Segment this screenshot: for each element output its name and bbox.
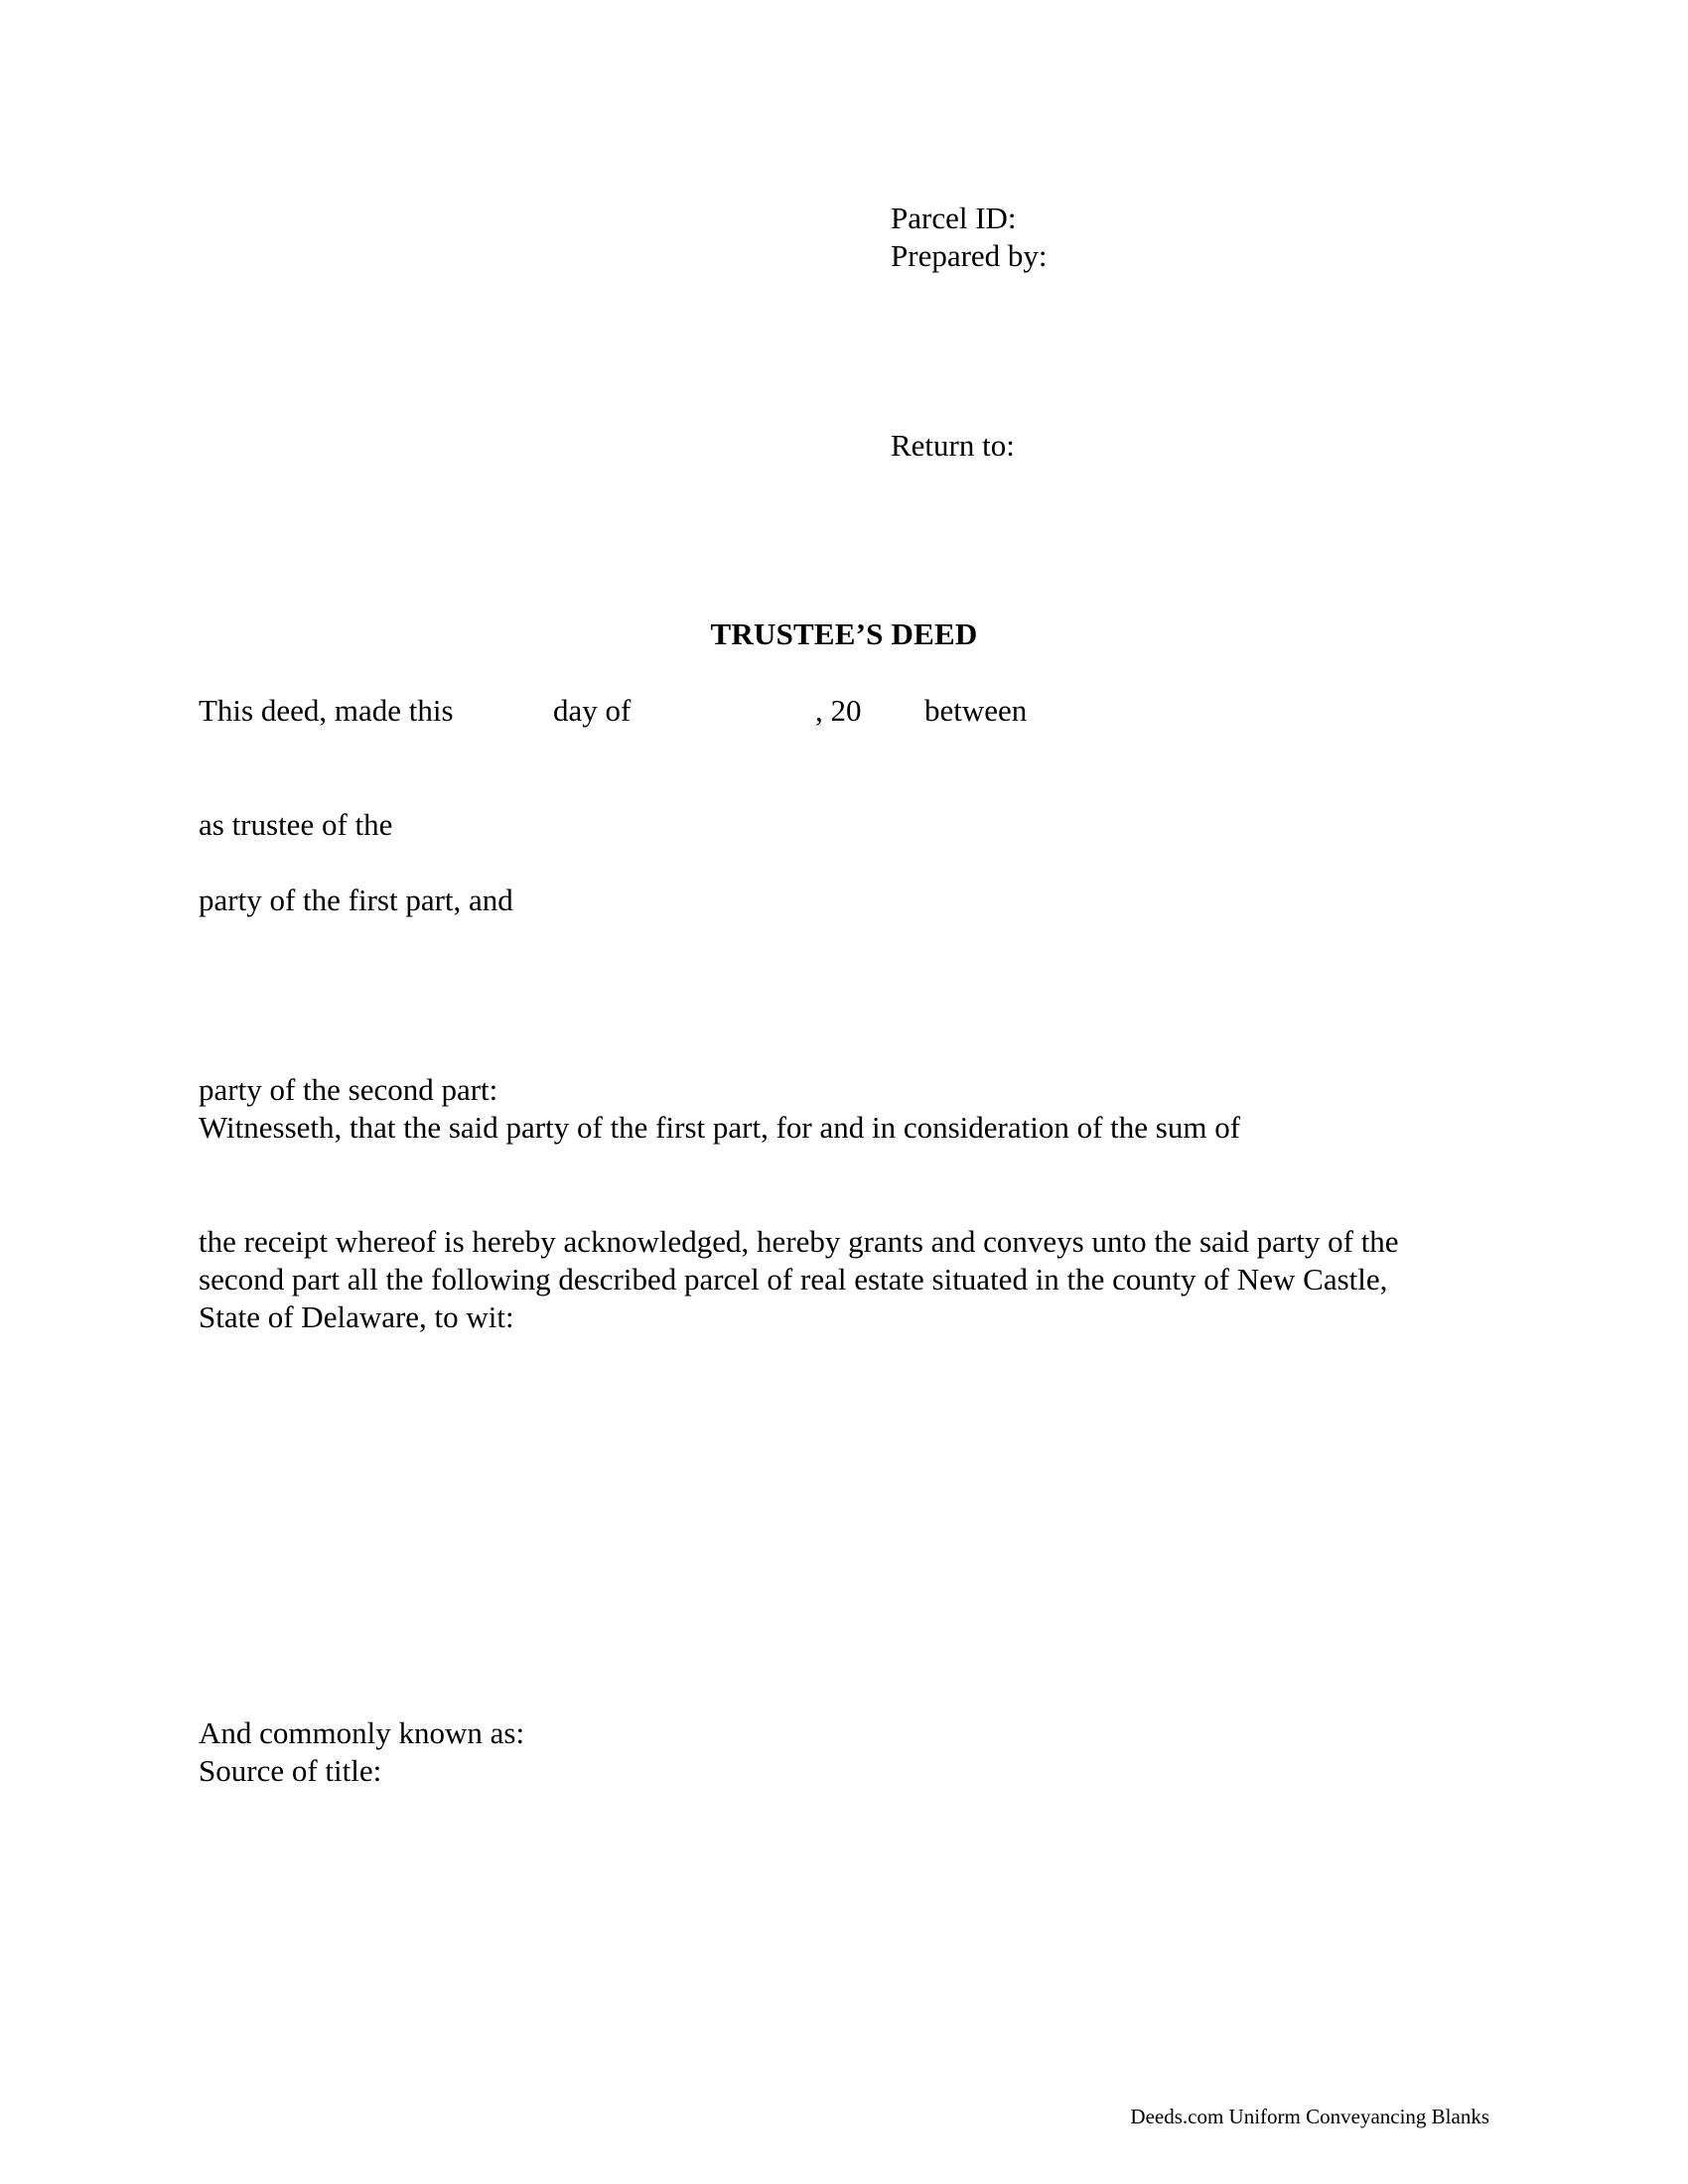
parcel-id-label: Parcel ID: (891, 201, 1017, 235)
party-second-part-text: party of the second part: (199, 1072, 498, 1107)
document-title: TRUSTEE’S DEED (710, 616, 978, 651)
receipt-line-3: State of Delaware, to wit: (199, 1299, 514, 1334)
receipt-line-1: the receipt whereof is hereby acknowledged, hereby grants and conveys unto the said party of the (199, 1224, 1399, 1259)
between-text: between (924, 693, 1028, 728)
year-prefix-text: , 20 (815, 693, 862, 728)
day-of-text: day of (553, 693, 632, 728)
source-of-title-label: Source of title: (199, 1753, 382, 1788)
deed-made-this-text: This deed, made this (199, 693, 454, 728)
as-trustee-text: as trustee of the (199, 807, 393, 842)
receipt-line-2: second part all the following described parcel of real estate situated in the county of New Castle, (199, 1262, 1388, 1297)
footer-text: Deeds.com Uniform Conveyancing Blanks (1130, 2105, 1489, 2128)
commonly-known-as-label: And commonly known as: (199, 1715, 525, 1750)
witnesseth-text: Witnesseth, that the said party of the first part, for and in consideration of the sum of (199, 1110, 1241, 1145)
return-to-label: Return to: (891, 428, 1015, 463)
party-first-part-text: party of the first part, and (199, 883, 513, 917)
prepared-by-label: Prepared by: (891, 238, 1048, 273)
